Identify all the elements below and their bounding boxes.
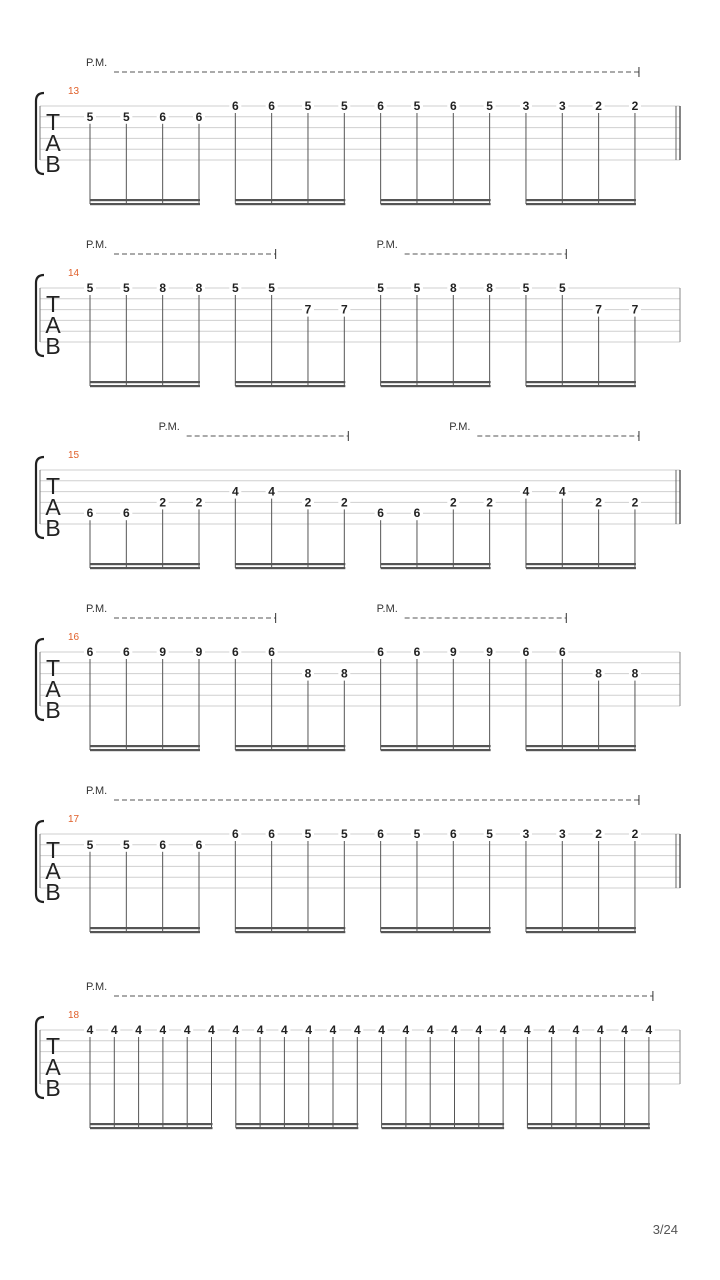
fret-number: 6 xyxy=(268,827,275,841)
measure-number: 18 xyxy=(68,1010,80,1021)
tab-clef-letter: A xyxy=(45,494,61,520)
fret-number: 4 xyxy=(475,1023,483,1037)
beam xyxy=(381,931,491,933)
palm-mute-label: P.M. xyxy=(86,981,108,993)
beam xyxy=(235,199,345,201)
beam xyxy=(235,745,345,747)
beam xyxy=(526,385,636,387)
staff-system-17 xyxy=(36,785,680,933)
beam xyxy=(90,1127,213,1129)
beam xyxy=(235,203,345,205)
beam xyxy=(381,385,491,387)
beam xyxy=(527,1123,650,1125)
fret-number: 8 xyxy=(631,666,639,681)
fret-number: 4 xyxy=(621,1023,628,1037)
fret-number: 6 xyxy=(231,645,239,659)
beam xyxy=(90,931,200,933)
fret-number: 5 xyxy=(486,827,493,841)
fret-number: 6 xyxy=(413,645,421,659)
beam xyxy=(381,563,491,565)
fret-number: 8 xyxy=(340,666,348,681)
fret-number: 7 xyxy=(595,302,602,317)
fret-number: 5 xyxy=(340,99,348,113)
fret-number: 6 xyxy=(122,506,130,521)
beam xyxy=(526,199,636,201)
beam xyxy=(526,381,636,383)
fret-number: 5 xyxy=(86,109,94,124)
beam xyxy=(526,931,636,933)
tab-clef-letter: B xyxy=(45,1075,61,1101)
beam xyxy=(526,567,636,569)
staff-system-16 xyxy=(36,603,680,751)
tab-clef-letter: A xyxy=(45,312,61,338)
fret-number: 5 xyxy=(558,281,566,295)
tab-clef-letter: A xyxy=(45,676,61,702)
fret-number: 6 xyxy=(558,645,566,659)
measure-number: 13 xyxy=(68,86,80,97)
measure-number: 16 xyxy=(68,632,80,643)
fret-number: 2 xyxy=(595,827,602,841)
fret-number: 2 xyxy=(340,495,348,510)
fret-number: 6 xyxy=(268,645,275,659)
fret-number: 5 xyxy=(413,99,421,113)
fret-number: 6 xyxy=(86,645,94,659)
tab-clef-letter: A xyxy=(45,1054,61,1080)
fret-number: 8 xyxy=(486,281,493,295)
beam xyxy=(90,381,200,383)
staff-system-13 xyxy=(36,57,680,205)
fret-number: 4 xyxy=(378,1023,385,1037)
fret-number: 5 xyxy=(340,827,348,841)
fret-number: 4 xyxy=(402,1023,410,1037)
fret-number: 3 xyxy=(558,827,566,841)
fret-number: 4 xyxy=(499,1023,507,1037)
beam xyxy=(235,563,345,565)
fret-number: 2 xyxy=(449,495,457,510)
tab-clef-letter: T xyxy=(45,837,61,863)
measure-number: 14 xyxy=(68,268,80,279)
beam xyxy=(236,1127,358,1129)
fret-number: 6 xyxy=(413,506,421,521)
fret-number: 4 xyxy=(558,484,566,499)
fret-number: 8 xyxy=(195,281,203,295)
fret-number: 4 xyxy=(110,1023,118,1037)
fret-number: 6 xyxy=(159,837,167,852)
fret-number: 4 xyxy=(596,1023,604,1037)
tab-clef-letter: B xyxy=(45,697,61,723)
beam xyxy=(235,927,345,929)
palm-mute-label: P.M. xyxy=(158,421,180,433)
fret-number: 4 xyxy=(183,1023,191,1037)
beam xyxy=(381,745,491,747)
fret-number: 5 xyxy=(122,837,130,852)
beam xyxy=(382,1123,505,1125)
fret-number: 4 xyxy=(329,1023,337,1037)
beam xyxy=(526,563,636,565)
fret-number: 8 xyxy=(449,281,457,295)
fret-number: 4 xyxy=(451,1023,458,1037)
beam xyxy=(90,567,200,569)
fret-number: 2 xyxy=(304,495,312,510)
fret-number: 6 xyxy=(195,837,203,852)
fret-number: 6 xyxy=(231,827,239,841)
fret-number: 6 xyxy=(522,645,530,659)
staff-system-18 xyxy=(36,981,680,1129)
tab-clef-letter: T xyxy=(45,109,61,135)
beam xyxy=(235,381,345,383)
fret-number: 4 xyxy=(524,1023,531,1037)
beam xyxy=(236,1123,358,1125)
beam xyxy=(381,567,491,569)
fret-number: 9 xyxy=(486,645,493,659)
fret-number: 4 xyxy=(231,484,239,499)
fret-number: 6 xyxy=(377,827,384,841)
fret-number: 4 xyxy=(232,1023,240,1037)
fret-number: 6 xyxy=(449,99,457,113)
fret-number: 6 xyxy=(268,99,275,113)
fret-number: 4 xyxy=(208,1023,215,1037)
beam xyxy=(90,203,200,205)
tab-clef-letter: A xyxy=(45,858,61,884)
tab-clef-letter: T xyxy=(45,1033,61,1059)
fret-number: 6 xyxy=(231,99,239,113)
fret-number: 2 xyxy=(486,495,493,510)
fret-number: 5 xyxy=(231,281,239,295)
beam xyxy=(90,749,200,751)
fret-number: 4 xyxy=(86,1023,94,1037)
beam xyxy=(90,745,200,747)
palm-mute-label: P.M. xyxy=(86,603,108,615)
fret-number: 4 xyxy=(256,1023,264,1037)
beam xyxy=(526,927,636,929)
fret-number: 2 xyxy=(159,495,167,510)
fret-number: 5 xyxy=(304,827,312,841)
fret-number: 5 xyxy=(268,281,275,295)
palm-mute-label: P.M. xyxy=(86,239,108,251)
fret-number: 7 xyxy=(304,302,312,317)
fret-number: 6 xyxy=(377,99,384,113)
fret-number: 7 xyxy=(631,302,639,317)
fret-number: 4 xyxy=(572,1023,580,1037)
beam xyxy=(235,385,345,387)
fret-number: 4 xyxy=(159,1023,167,1037)
fret-number: 4 xyxy=(305,1023,313,1037)
measure-number: 15 xyxy=(68,450,80,461)
fret-number: 2 xyxy=(631,99,639,113)
beam xyxy=(382,1127,505,1129)
fret-number: 6 xyxy=(122,645,130,659)
beam xyxy=(90,199,200,201)
fret-number: 4 xyxy=(426,1023,434,1037)
fret-number: 9 xyxy=(195,645,203,659)
beam xyxy=(90,563,200,565)
beam xyxy=(381,749,491,751)
fret-number: 4 xyxy=(522,484,530,499)
measure-number: 17 xyxy=(68,814,80,825)
beam xyxy=(381,381,491,383)
fret-number: 2 xyxy=(631,827,639,841)
beam xyxy=(526,203,636,205)
fret-number: 8 xyxy=(304,666,312,681)
palm-mute-label: P.M. xyxy=(86,785,108,797)
beam xyxy=(381,203,491,205)
fret-number: 5 xyxy=(86,837,94,852)
tab-clef-letter: T xyxy=(45,655,61,681)
fret-number: 5 xyxy=(486,99,493,113)
fret-number: 5 xyxy=(413,281,421,295)
beam xyxy=(90,1123,213,1125)
tab-clef-letter: B xyxy=(45,151,61,177)
fret-number: 5 xyxy=(122,109,130,124)
fret-number: 3 xyxy=(522,99,530,113)
beam xyxy=(526,745,636,747)
palm-mute-label: P.M. xyxy=(376,239,398,251)
fret-number: 8 xyxy=(159,281,167,295)
fret-number: 5 xyxy=(304,99,312,113)
tab-clef-letter: B xyxy=(45,333,61,359)
fret-number: 6 xyxy=(86,506,94,521)
palm-mute-label: P.M. xyxy=(376,603,398,615)
fret-number: 6 xyxy=(377,645,384,659)
page-indicator: 3/24 xyxy=(652,1222,678,1237)
staff-system-14 xyxy=(36,239,680,387)
fret-number: 4 xyxy=(645,1023,653,1037)
beam xyxy=(90,927,200,929)
fret-number: 3 xyxy=(522,827,530,841)
fret-number: 6 xyxy=(377,506,384,521)
tab-clef-letter: B xyxy=(45,515,61,541)
fret-number: 8 xyxy=(595,666,602,681)
beam xyxy=(381,199,491,201)
fret-number: 9 xyxy=(449,645,457,659)
tab-clef-letter: T xyxy=(45,473,61,499)
beam xyxy=(526,749,636,751)
palm-mute-label: P.M. xyxy=(449,421,471,433)
fret-number: 4 xyxy=(353,1023,361,1037)
fret-number: 5 xyxy=(413,827,421,841)
tab-clef-letter: A xyxy=(45,130,61,156)
beam xyxy=(381,927,491,929)
beam xyxy=(235,749,345,751)
fret-number: 6 xyxy=(195,109,203,124)
tab-clef-letter: T xyxy=(45,291,61,317)
fret-number: 6 xyxy=(159,109,167,124)
fret-number: 5 xyxy=(377,281,384,295)
staff-system-15 xyxy=(36,421,680,569)
fret-number: 4 xyxy=(281,1023,288,1037)
fret-number: 5 xyxy=(522,281,530,295)
beam xyxy=(527,1127,650,1129)
fret-number: 2 xyxy=(595,99,602,113)
fret-number: 7 xyxy=(340,302,348,317)
fret-number: 9 xyxy=(159,645,167,659)
fret-number: 6 xyxy=(449,827,457,841)
fret-number: 2 xyxy=(631,495,639,510)
fret-number: 4 xyxy=(548,1023,556,1037)
beam xyxy=(235,931,345,933)
palm-mute-label: P.M. xyxy=(86,57,108,69)
tab-clef-letter: B xyxy=(45,879,61,905)
fret-number: 2 xyxy=(195,495,203,510)
beam xyxy=(235,567,345,569)
fret-number: 4 xyxy=(135,1023,142,1037)
fret-number: 2 xyxy=(595,495,602,510)
fret-number: 5 xyxy=(122,281,130,295)
fret-number: 4 xyxy=(268,484,275,499)
fret-number: 3 xyxy=(558,99,566,113)
fret-number: 5 xyxy=(86,281,94,295)
beam xyxy=(90,385,200,387)
